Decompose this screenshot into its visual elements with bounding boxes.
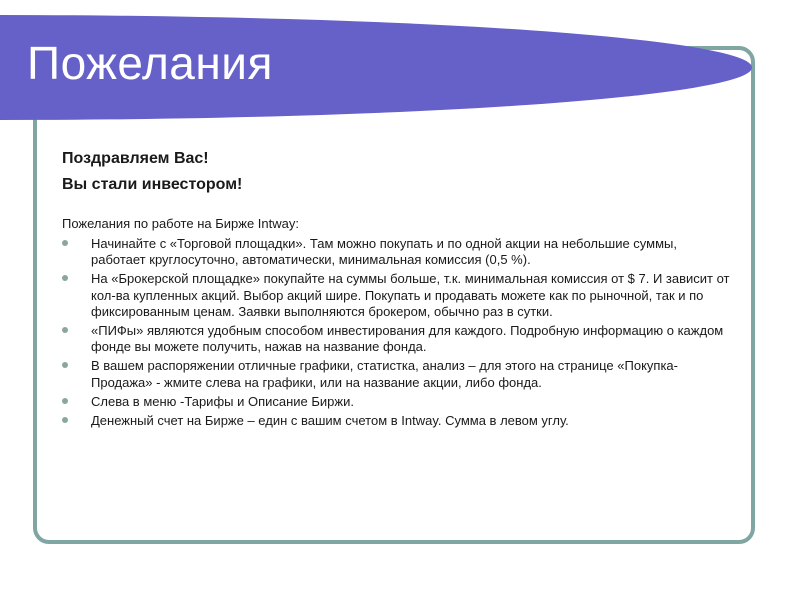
bullet-icon [62, 327, 68, 333]
bullet-icon [62, 417, 68, 423]
list-item-text: Денежный счет на Бирже – един с вашим счетом в Intway. Сумма в левом углу. [91, 413, 569, 429]
greeting-line-2: Вы стали инвестором! [62, 176, 243, 193]
bullet-icon [62, 275, 68, 281]
list-item-text: Слева в меню -Тарифы и Описание Биржи. [91, 393, 354, 409]
list-item-text: В вашем распоряжении отличные графики, статистка, анализ – для этого на странице «Покупка-Продажа» - жмите слева на графики, или на название акции, либо фонда. [91, 358, 678, 390]
list-item [62, 236, 732, 268]
wishes-list [62, 236, 732, 429]
list-item [62, 413, 732, 429]
slide-content [62, 146, 732, 432]
list-item-text: На «Брокерской площадке» покупайте на суммы больше, т.к. минимальная комиссия от $ 7. И зависит от кол-ва купленных акций. Выбор акций шире. Покупать и продавать можете как по рыночной, так и по фиксированным ценам. Заявки выполняются брокером, обычно раз в сутки. [91, 271, 730, 319]
list-item-text: «ПИФы» являются удобным способом инвестирования для каждого. Подробную информацию о каждом фонде вы можете получить, нажав на название фонда. [91, 323, 724, 355]
list-item [62, 358, 732, 390]
list-item [62, 271, 732, 320]
slide-title: Пожелания [27, 37, 273, 89]
list-item [62, 394, 732, 410]
list-item [62, 323, 732, 355]
bullet-icon [62, 240, 68, 246]
list-item-text: Начинайте с «Торговой площадки». Там можно покупать и по одной акции на небольшие суммы, работает круглосуточно, автоматически, минимальная комиссия (0,5 %). [91, 236, 677, 268]
bullet-icon [62, 398, 68, 404]
bullet-icon [62, 362, 68, 368]
intro-text: Пожелания по работе на Бирже Intway: [62, 216, 299, 231]
greeting-line-1: Поздравляем Вас! [62, 150, 209, 167]
